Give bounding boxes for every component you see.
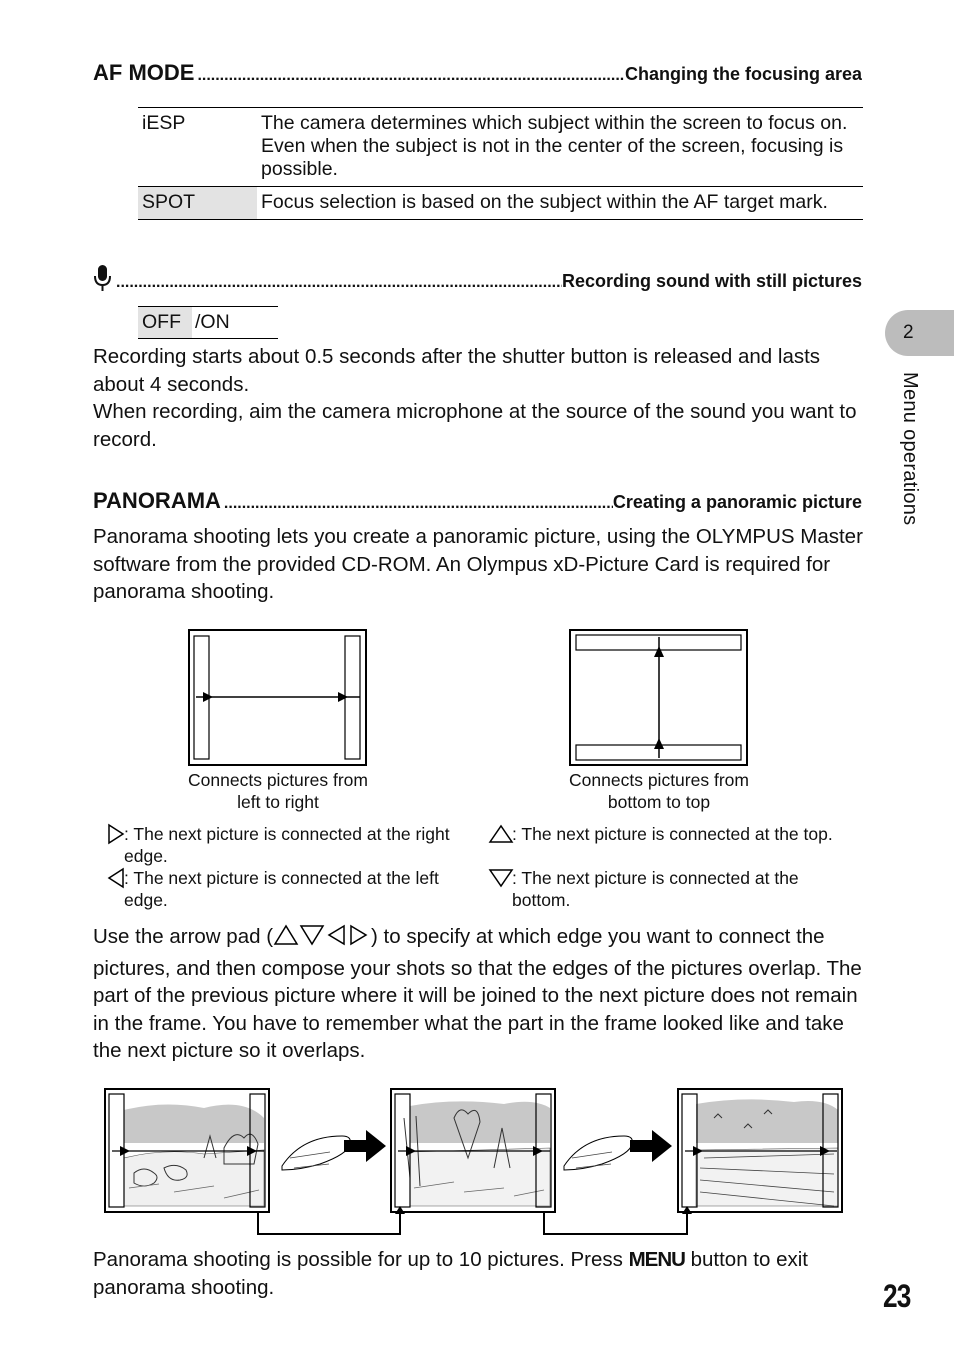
triangle-up-icon: [488, 823, 514, 850]
dot-leader: [194, 67, 625, 85]
legend-down: : The next picture is connected at the bottom.: [488, 867, 833, 911]
legend-left: : The next picture is connected at the left edge.: [106, 867, 451, 911]
af-mode-description: Changing the focusing area: [624, 64, 862, 84]
option-on: /ON: [195, 311, 230, 333]
panorama-intro: Panorama shooting lets you create a panoramic picture, using the OLYMPUS Master software from the provided CD-ROM. An Olympus xD-Picture Card is required for panorama shooting.: [93, 525, 863, 603]
overlap-connector: [258, 1210, 400, 1234]
panorama-frame-2: [391, 1089, 555, 1212]
bottom-to-top-caption: Connects pictures from bottom to top: [569, 770, 749, 812]
af-key-spot: SPOT: [138, 187, 257, 220]
sound-para-1: Recording starts about 0.5 seconds after the shutter button is released and lasts about 4 seconds.: [93, 345, 821, 396]
sound-description: Recording sound with still pictures: [561, 271, 862, 291]
next-arrow-icon: [630, 1130, 672, 1162]
menu-button-label: MENU: [628, 1248, 685, 1271]
left-to-right-diagram: [188, 629, 368, 767]
dot-leader: [221, 495, 613, 513]
dot-leader: [113, 274, 562, 292]
chapter-number: 2: [903, 322, 914, 343]
af-mode-title: AF MODE: [93, 60, 195, 85]
arrow-pad-icon: [273, 923, 371, 955]
table-row: [138, 187, 863, 220]
triangle-down-icon: [488, 867, 514, 894]
af-mode-header: [93, 60, 862, 86]
sound-options: [138, 306, 278, 339]
hand-press-icon: [564, 1136, 632, 1170]
panorama-frame-1: [105, 1089, 269, 1212]
triangle-right-icon: [106, 823, 126, 850]
panorama-header: [93, 488, 862, 514]
panorama-frame-3: [678, 1089, 842, 1212]
sound-header: [93, 259, 862, 292]
overlap-connector: [544, 1210, 687, 1234]
chapter-label: Menu operations: [899, 372, 921, 526]
panorama-sequence-illustration: [104, 1088, 844, 1238]
legend-right: : The next picture is connected at the right edge.: [106, 823, 451, 867]
af-key-iesp: iESP: [138, 108, 257, 187]
arrow-pad-para: Use the arrow pad ( ) to specify at which edge you want to connect the pictures, and then compose your shots so that the edges of the pictures overlap. The part of the previous picture where it will be joined to the next picture does not remain in the frame. You have to remember what the part in the frame looked like and take the next picture so it overlaps.: [93, 925, 862, 1062]
microphone-icon: [93, 264, 113, 290]
hand-press-icon: [282, 1136, 350, 1170]
af-text-spot: Focus selection is based on the subject within the AF target mark.: [257, 187, 863, 220]
af-text-iesp: The camera determines which subject within the screen to focus on. Even when the subject is not in the center of the screen, focusing is possible.: [257, 108, 863, 187]
final-para: Panorama shooting is possible for up to 10 pictures. Press MENU button to exit panorama shooting.: [93, 1248, 809, 1299]
legend-up: : The next picture is connected at the top.: [488, 823, 833, 845]
option-off: OFF: [138, 307, 192, 338]
chapter-tab: [885, 310, 954, 356]
left-to-right-caption: Connects pictures from left to right: [188, 770, 368, 812]
triangle-left-icon: [106, 867, 126, 894]
table-row: [138, 108, 863, 187]
panorama-description: Creating a panoramic picture: [612, 492, 862, 512]
panorama-title: PANORAMA: [93, 488, 221, 513]
af-mode-table: [138, 107, 863, 220]
next-arrow-icon: [344, 1130, 386, 1162]
page-number: 23: [883, 1278, 911, 1314]
bottom-to-top-diagram: [569, 629, 749, 767]
sound-para-2: When recording, aim the camera microphone at the source of the sound you want to record.: [93, 400, 857, 451]
